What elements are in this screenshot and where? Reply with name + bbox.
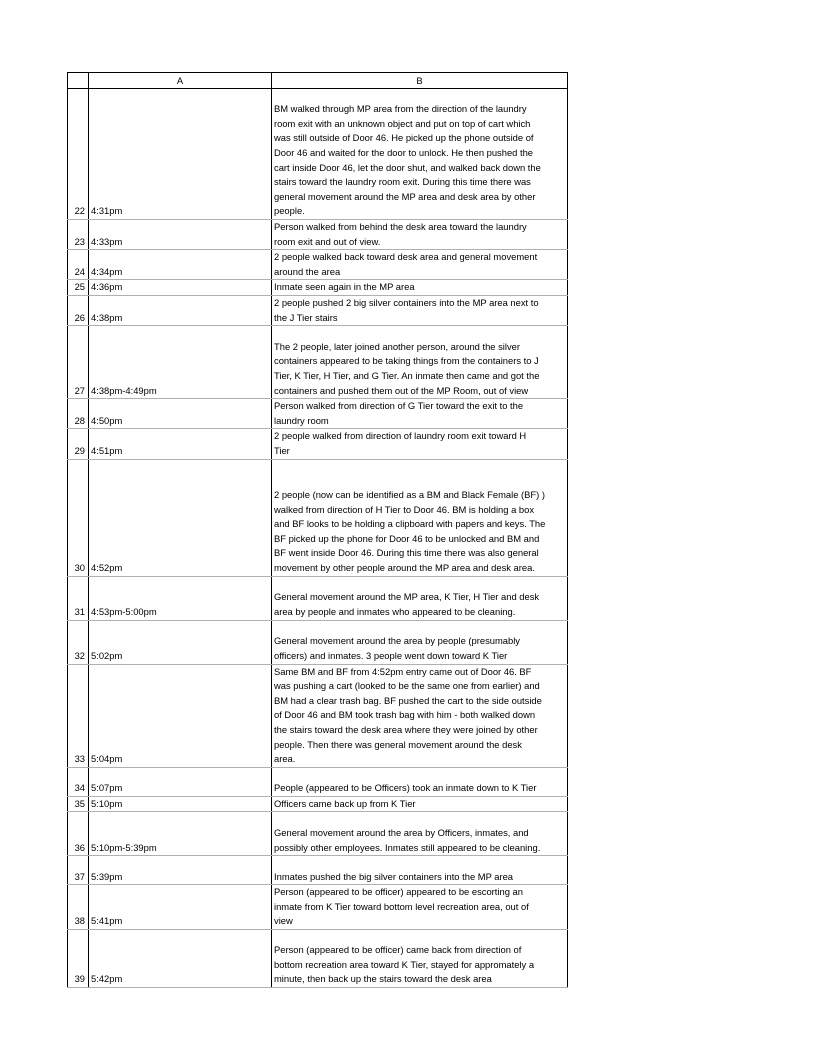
row-number[interactable]: 36 [68, 812, 89, 856]
description-cell[interactable]: The 2 people, later joined another person, around the silver containers appeared to be taking things from the containers to J Tier, K Tier, H Tier, and G Tier. An inmate then came and got the containers and pushed them out of the MP Room, out of view [272, 326, 568, 399]
time-cell[interactable]: 5:07pm [89, 767, 272, 796]
description-cell[interactable]: People (appeared to be Officers) took an inmate down to K Tier [272, 767, 568, 796]
time-cell[interactable]: 5:10pm-5:39pm [89, 812, 272, 856]
row-number[interactable]: 27 [68, 326, 89, 399]
table-row [68, 459, 568, 576]
description-cell[interactable]: Person walked from behind the desk area toward the laundry room exit and out of view. [272, 220, 568, 250]
table-row [68, 250, 568, 280]
time-cell[interactable]: 4:38pm-4:49pm [89, 326, 272, 399]
row-number[interactable]: 39 [68, 930, 89, 988]
column-header-a[interactable]: A [89, 73, 272, 89]
row-number[interactable]: 37 [68, 856, 89, 885]
description-cell[interactable]: 2 people walked back toward desk area and general movement around the area [272, 250, 568, 280]
time-cell[interactable]: 4:34pm [89, 250, 272, 280]
description-cell[interactable]: Inmate seen again in the MP area [272, 280, 568, 296]
row-number[interactable]: 33 [68, 664, 89, 767]
column-header-row [68, 73, 568, 89]
row-number[interactable]: 25 [68, 280, 89, 296]
row-number[interactable]: 26 [68, 295, 89, 325]
table-row [68, 576, 568, 620]
description-cell[interactable]: 2 people (now can be identified as a BM and Black Female (BF) ) walked from direction of H Tier to Door 46. BM is holding a box and BF looks to be holding a clipboard with papers and keys. The BF picked up the phone for Door 46 to be unlocked and BM and BF went inside Door 46. During this time there was also general movement by other people around the MP area and desk area. [272, 459, 568, 576]
description-cell[interactable]: Person walked from direction of G Tier toward the exit to the laundry room [272, 399, 568, 429]
row-number[interactable]: 32 [68, 620, 89, 664]
time-cell[interactable]: 5:04pm [89, 664, 272, 767]
table-row [68, 89, 568, 220]
table-row [68, 812, 568, 856]
description-cell[interactable]: Same BM and BF from 4:52pm entry came out of Door 46. BF was pushing a cart (looked to be the same one from earlier) and BM had a clear trash bag. BF pushed the cart to the side outside of Door 46 and BM took trash bag with him - both walked down the stairs toward the desk area where they were joined by other people. Then there was general movement around the desk area. [272, 664, 568, 767]
row-number[interactable]: 38 [68, 885, 89, 930]
table-row [68, 399, 568, 429]
table-row [68, 295, 568, 325]
row-number[interactable]: 29 [68, 429, 89, 459]
description-cell[interactable]: Inmates pushed the big silver containers into the MP area [272, 856, 568, 885]
table-row [68, 620, 568, 664]
table-row [68, 767, 568, 796]
time-cell[interactable]: 4:33pm [89, 220, 272, 250]
time-cell[interactable]: 4:52pm [89, 459, 272, 576]
table-row [68, 220, 568, 250]
time-cell[interactable]: 4:36pm [89, 280, 272, 296]
time-cell[interactable]: 4:53pm-5:00pm [89, 576, 272, 620]
table-row [68, 796, 568, 812]
description-cell[interactable]: General movement around the area by Officers, inmates, and possibly other employees. Inmates still appeared to be cleaning. [272, 812, 568, 856]
time-cell[interactable]: 5:10pm [89, 796, 272, 812]
table-row [68, 429, 568, 459]
time-cell[interactable]: 5:02pm [89, 620, 272, 664]
time-cell[interactable]: 4:51pm [89, 429, 272, 459]
description-cell[interactable]: Officers came back up from K Tier [272, 796, 568, 812]
table-row [68, 280, 568, 296]
description-cell[interactable]: 2 people walked from direction of laundry room exit toward H Tier [272, 429, 568, 459]
time-cell[interactable]: 4:50pm [89, 399, 272, 429]
table-row [68, 664, 568, 767]
table-row [68, 885, 568, 930]
time-cell[interactable]: 5:41pm [89, 885, 272, 930]
row-number[interactable]: 30 [68, 459, 89, 576]
row-number[interactable]: 28 [68, 399, 89, 429]
spreadsheet-table [67, 72, 568, 988]
description-cell[interactable]: Person (appeared to be officer) appeared to be escorting an inmate from K Tier toward bottom level recreation area, out of view [272, 885, 568, 930]
table-row [68, 930, 568, 988]
row-number[interactable]: 24 [68, 250, 89, 280]
description-cell[interactable]: General movement around the MP area, K Tier, H Tier and desk area by people and inmates who appeared to be cleaning. [272, 576, 568, 620]
table-row [68, 326, 568, 399]
row-number[interactable]: 34 [68, 767, 89, 796]
row-number[interactable]: 31 [68, 576, 89, 620]
description-cell[interactable]: General movement around the area by people (presumably officers) and inmates. 3 people went down toward K Tier [272, 620, 568, 664]
time-cell[interactable]: 5:42pm [89, 930, 272, 988]
table-row [68, 856, 568, 885]
description-cell[interactable]: Person (appeared to be officer) came back from direction of bottom recreation area toward K Tier, stayed for appromately a minute, then back up the stairs toward the desk area [272, 930, 568, 988]
row-number[interactable]: 35 [68, 796, 89, 812]
description-cell[interactable]: 2 people pushed 2 big silver containers into the MP area next to the J Tier stairs [272, 295, 568, 325]
time-cell[interactable]: 5:39pm [89, 856, 272, 885]
time-cell[interactable]: 4:31pm [89, 89, 272, 220]
time-cell[interactable]: 4:38pm [89, 295, 272, 325]
column-header-b[interactable]: B [272, 73, 568, 89]
corner-header[interactable] [68, 73, 89, 89]
row-number[interactable]: 22 [68, 89, 89, 220]
description-cell[interactable]: BM walked through MP area from the direction of the laundry room exit with an unknown object and put on top of cart which was still outside of Door 46. He picked up the phone outside of Door 46 and waited for the door to unlock. He then pushed the cart inside Door 46, let the door shut, and walked back down the stairs toward the laundry room exit. During this time there was general movement around the MP area and desk area by other people. [272, 89, 568, 220]
row-number[interactable]: 23 [68, 220, 89, 250]
